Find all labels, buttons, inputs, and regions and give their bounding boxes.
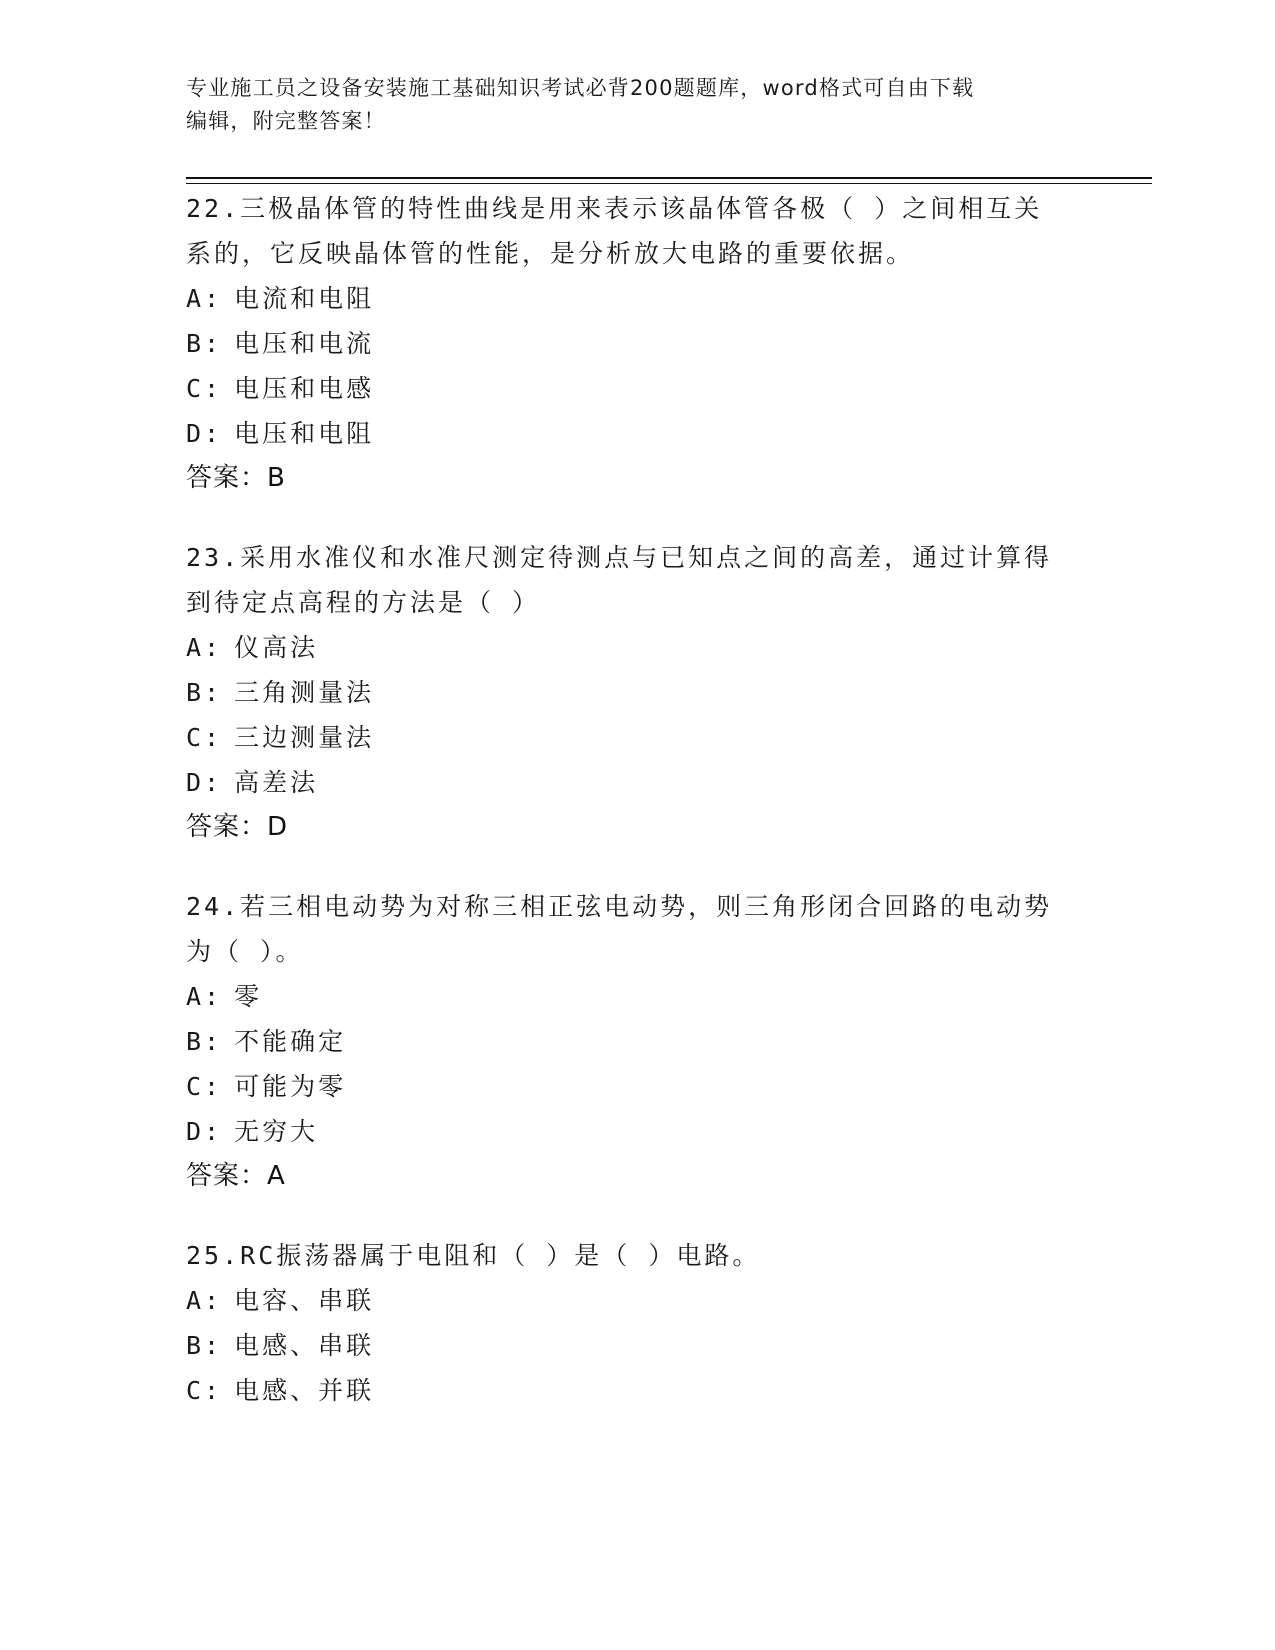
option-d — [186, 760, 1086, 805]
question-25 — [186, 1233, 1086, 1413]
option-text: 电流和电阻 — [234, 284, 375, 313]
option-key: C: — [186, 723, 223, 752]
option-text: 高差法 — [234, 768, 319, 797]
question-22 — [186, 186, 1086, 501]
header-line-2: 编辑，附完整答案！ — [186, 109, 386, 133]
header-line-1: 专业施工员之设备安装施工基础知识考试必背200题题库，word格式可自由下载 — [186, 76, 975, 100]
question-stem-line-1: 25.RC振荡器属于电阻和（ ）是（ ）电路。 — [186, 1241, 761, 1270]
option-key: A: — [186, 982, 223, 1011]
option-text: 电容、串联 — [234, 1286, 375, 1315]
question-24 — [186, 884, 1086, 1199]
option-d — [186, 1109, 1086, 1154]
option-key: C: — [186, 1376, 223, 1405]
option-key: D: — [186, 1117, 223, 1146]
answer-line: 答案：D — [186, 812, 289, 842]
option-key: C: — [186, 1072, 223, 1101]
option-text: 不能确定 — [234, 1027, 347, 1056]
option-key: D: — [186, 768, 223, 797]
option-a — [186, 625, 1086, 670]
option-a — [186, 1278, 1086, 1323]
option-key: A: — [186, 1286, 223, 1315]
question-stem-line-1: 22.三极晶体管的特性曲线是用来表示该晶体管各极（ ）之间相互关 — [186, 194, 1043, 223]
option-text: 仪高法 — [234, 633, 319, 662]
question-23 — [186, 535, 1086, 850]
option-key: B: — [186, 329, 223, 358]
question-stem-line-2: 系的，它反映晶体管的性能，是分析放大电路的重要依据。 — [186, 239, 915, 268]
option-key: A: — [186, 284, 223, 313]
option-text: 电感、串联 — [234, 1331, 375, 1360]
option-key: A: — [186, 633, 223, 662]
option-b — [186, 670, 1086, 715]
option-b — [186, 321, 1086, 366]
option-text: 电压和电流 — [234, 329, 375, 358]
question-stem-line-2: 为（ ）。 — [186, 937, 304, 966]
header-divider-thick — [186, 177, 1152, 179]
option-text: 可能为零 — [234, 1072, 347, 1101]
document-header — [186, 72, 1086, 138]
question-stem-line-1: 23.采用水准仪和水准尺测定待测点与已知点之间的高差，通过计算得 — [186, 543, 1053, 572]
option-text: 三角测量法 — [234, 678, 375, 707]
option-c — [186, 715, 1086, 760]
option-key: D: — [186, 419, 223, 448]
option-a — [186, 276, 1086, 321]
option-c — [186, 366, 1086, 411]
option-key: B: — [186, 1331, 223, 1360]
option-text: 零 — [234, 982, 263, 1011]
answer-line: 答案：B — [186, 463, 286, 493]
question-stem-line-2: 到待定点高程的方法是（ ） — [186, 588, 541, 617]
option-b — [186, 1323, 1086, 1368]
question-stem-line-1: 24.若三相电动势为对称三相正弦电动势，则三角形闭合回路的电动势 — [186, 892, 1053, 921]
option-text: 无穷大 — [234, 1117, 319, 1146]
header-divider-thin — [186, 183, 1152, 184]
option-d — [186, 411, 1086, 456]
option-key: C: — [186, 374, 223, 403]
option-text: 电压和电阻 — [234, 419, 375, 448]
option-b — [186, 1019, 1086, 1064]
option-c — [186, 1064, 1086, 1109]
option-key: B: — [186, 1027, 223, 1056]
option-a — [186, 974, 1086, 1019]
option-key: B: — [186, 678, 223, 707]
option-text: 电感、并联 — [234, 1376, 375, 1405]
option-text: 三边测量法 — [234, 723, 375, 752]
option-text: 电压和电感 — [234, 374, 375, 403]
answer-line: 答案：A — [186, 1161, 286, 1191]
option-c — [186, 1368, 1086, 1413]
